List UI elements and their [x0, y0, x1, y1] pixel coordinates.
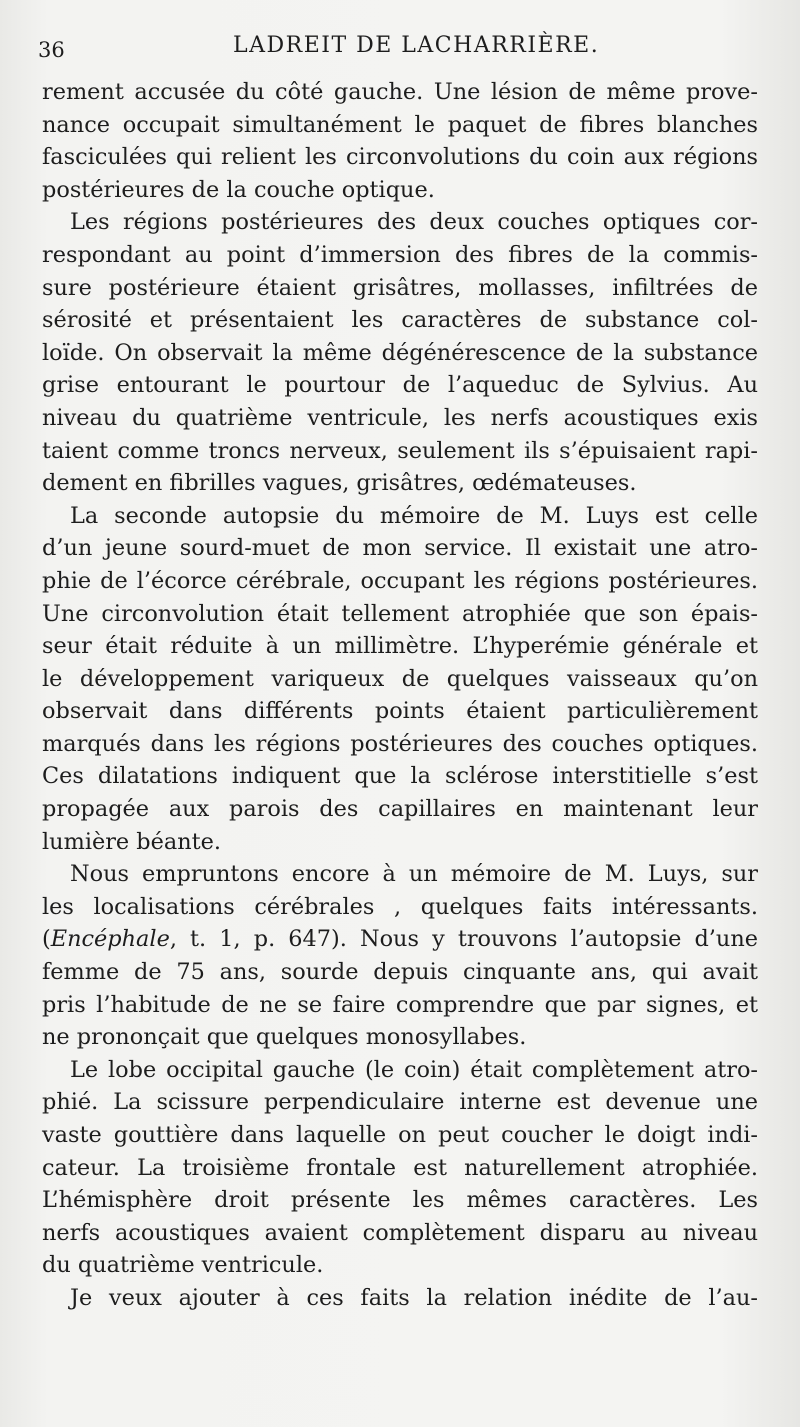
text-line: ne prononçait que quelques monosyllabes.	[42, 1024, 527, 1051]
text-line: La seconde autopsie du mémoire de M. Luys est celle	[70, 502, 758, 529]
paragraph	[42, 500, 758, 859]
journal-title: Encéphale	[50, 926, 170, 953]
text-line: loïde. On observait la même dégénérescence de la substance	[42, 339, 758, 366]
text-line: cateur. La troisième frontale est naturellement atrophiée.	[42, 1154, 758, 1181]
text-line: Je veux ajouter à ces faits la relation inédite de l’au-	[70, 1284, 758, 1311]
text-line: fasciculées qui relient les circonvolutions du coin aux régions	[42, 144, 758, 171]
text-line: postérieures de la couche optique.	[42, 176, 435, 203]
text-line: (Encéphale, t. 1, p. 647). Nous y trouvons l’autopsie d’une	[42, 926, 758, 953]
text-line: Nous empruntons encore à un mémoire de M. Luys, sur	[70, 861, 758, 888]
paragraph	[42, 1054, 758, 1282]
text-line: pris l’habitude de ne se faire comprendre que par signes, et	[42, 991, 758, 1018]
text-line: observait dans différents points étaient particulièrement	[42, 698, 758, 725]
text-line: d’un jeune sourd-muet de mon service. Il existait une atro-	[42, 535, 758, 562]
page-header	[38, 28, 758, 68]
text-line: le développement variqueux de quelques vaisseaux qu’on	[42, 665, 758, 692]
text-line: Les régions postérieures des deux couches optiques cor-	[70, 209, 758, 236]
text-line: du quatrième ventricule.	[42, 1252, 324, 1279]
paragraph	[42, 206, 758, 499]
text-line: nerfs acoustiques avaient complètement disparu au niveau	[42, 1219, 758, 1246]
text-line: respondant au point d’immersion des fibres de la commis-	[42, 241, 758, 268]
text-line: taient comme troncs nerveux, seulement ils s’épuisaient rapi-	[42, 437, 758, 464]
page-number: 36	[38, 38, 65, 62]
text-line: grise entourant le pourtour de l’aqueduc de Sylvius. Au	[42, 372, 758, 399]
text-line: vaste gouttière dans laquelle on peut coucher le doigt indi-	[42, 1122, 758, 1148]
text-line: phié. La scissure perpendiculaire interne est devenue une	[42, 1089, 758, 1116]
text-line: les localisations cérébrales , quelques faits intéressants.	[42, 893, 758, 920]
text-line: phie de l’écorce cérébrale, occupant les régions postérieures.	[42, 567, 758, 594]
text-line: dement en fibrilles vagues, grisâtres, œdémateuses.	[42, 470, 637, 497]
text-line: rement accusée du côté gauche. Une lésion de même prove-	[42, 79, 758, 105]
paragraph	[42, 858, 758, 1054]
paragraph	[42, 76, 758, 206]
text-line: marqués dans les régions postérieures des couches optiques.	[42, 730, 758, 757]
paragraph	[42, 1282, 758, 1315]
text-line: nance occupait simultanément le paquet de fibres blanches	[42, 111, 758, 138]
text-line: seur était réduite à un millimètre. L’hyperémie générale et	[42, 633, 758, 660]
text-line: Ces dilatations indiquent que la sclérose interstitielle s’est	[42, 763, 758, 790]
text-line: niveau du quatrième ventricule, les nerfs acoustiques exis	[42, 404, 758, 431]
text-line: sure postérieure étaient grisâtres, mollasses, infiltrées de	[42, 274, 758, 301]
text-line: femme de 75 ans, sourde depuis cinquante ans, qui avait	[42, 959, 758, 986]
text-line: L’hémisphère droit présente les mêmes caractères. Les	[42, 1187, 758, 1214]
text-line: propagée aux parois des capillaires en maintenant leur	[42, 796, 758, 823]
running-title: LADREIT DE LACHARRIÈRE.	[233, 33, 600, 58]
body-text	[42, 76, 758, 1315]
text-line: lumière béante.	[42, 828, 222, 855]
text-line: Le lobe occipital gauche (le coin) était complètement atro-	[70, 1056, 758, 1083]
text-line: sérosité et présentaient les caractères de substance col-	[42, 307, 758, 334]
text-line: Une circonvolution était tellement atrophiée que son épais-	[42, 600, 758, 627]
